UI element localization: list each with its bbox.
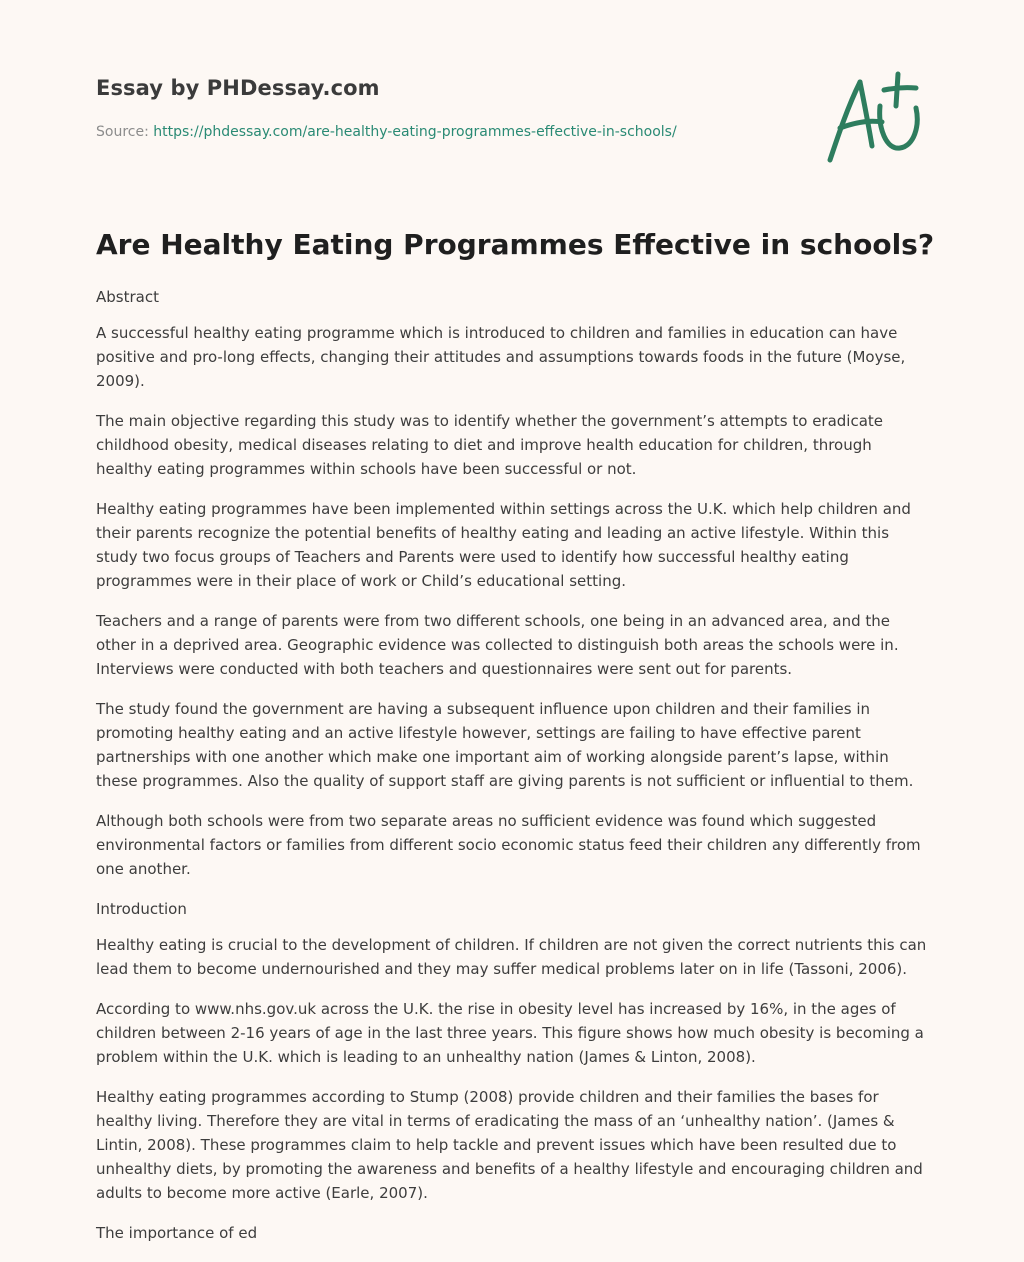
site-brand: Essay by PHDessay.com [96, 76, 380, 100]
section-heading-introduction: Introduction [96, 900, 187, 918]
source-line [96, 124, 677, 140]
source-label: Source: [96, 124, 149, 140]
a-plus-logo-icon [820, 66, 930, 166]
essay-body [96, 285, 932, 1261]
paragraph: Healthy eating is crucial to the development of children. If children are not given the correct nutrients this can lead them to become undernourished and they may suffer medical problems later on in life (Tassoni, 2006). [96, 936, 927, 978]
paragraph-truncated: The importance of ed [96, 1224, 258, 1242]
paragraph: Healthy eating programmes have been implemented within settings across the U.K. which help children and their parents recognize the potential benefits of healthy eating and leading an active lifestyle. Within this study two focus groups of Teachers and Parents were used to identify how successful healthy eating programmes were in their place of work or Child’s educational setting. [96, 500, 911, 590]
paragraph: Although both schools were from two separate areas no sufficient evidence was found which suggested environmental factors or families from different socio economic status feed their children any differently from one another. [96, 812, 921, 878]
paragraph: The main objective regarding this study was to identify whether the government’s attempts to eradicate childhood obesity, medical diseases relating to diet and improve health education for children, through healthy eating programmes within schools have been successful or not. [96, 412, 884, 478]
paragraph: The study found the government are having a subsequent influence upon children and their families in promoting healthy eating and an active lifestyle however, settings are failing to have effective parent partnerships with one another which make one important aim of working alongside parent’s lapse, within these programmes. Also the quality of support staff are giving parents is not sufficient or influential to them. [96, 700, 914, 790]
source-link[interactable]: https://phdessay.com/are-healthy-eating-programmes-effective-in-schools/ [153, 124, 677, 140]
essay-title: Are Healthy Eating Programmes Effective in schools? [96, 228, 935, 261]
paragraph: Teachers and a range of parents were from two different schools, one being in an advanced area, and the other in a deprived area. Geographic evidence was collected to distinguish both areas the schools were in. Interviews were conducted with both teachers and questionnaires were sent out for parents. [96, 612, 899, 678]
section-heading-abstract: Abstract [96, 288, 159, 306]
paragraph: According to www.nhs.gov.uk across the U.K. the rise in obesity level has increased by 16%, in the ages of children between 2-16 years of age in the last three years. This figure shows how much obesity is becoming a problem within the U.K. which is leading to an unhealthy nation (James & Linton, 2008). [96, 1000, 924, 1066]
paragraph: Healthy eating programmes according to Stump (2008) provide children and their families the bases for healthy living. Therefore they are vital in terms of eradicating the mass of an ‘unhealthy nation’. (James & Lintin, 2008). These programmes claim to help tackle and prevent issues which have been resulted due to unhealthy diets, by promoting the awareness and benefits of a healthy lifestyle and encouraging children and adults to become more active (Earle, 2007). [96, 1088, 923, 1202]
paragraph: A successful healthy eating programme which is introduced to children and families in education can have positive and pro-long effects, changing their attitudes and assumptions towards foods in the future (Moyse, 2009). [96, 324, 906, 390]
